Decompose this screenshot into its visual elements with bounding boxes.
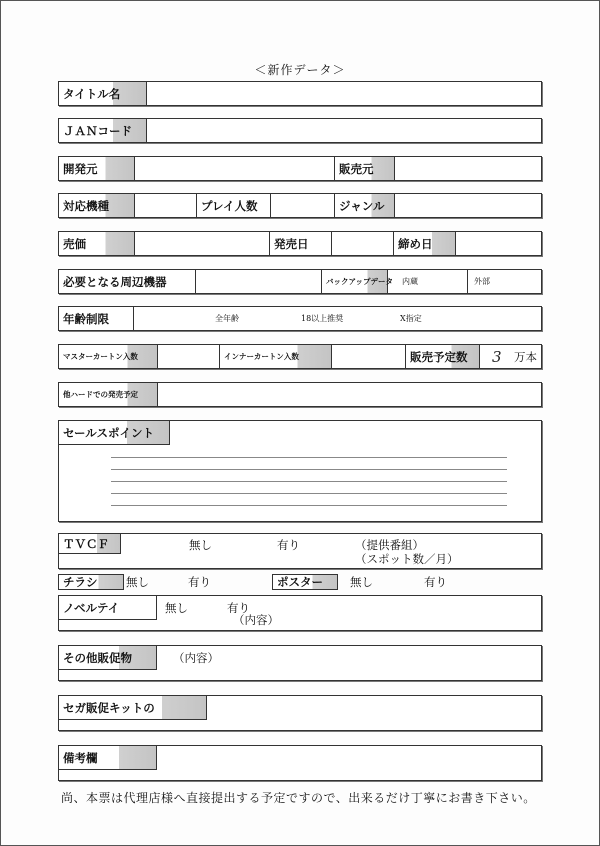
inner-carton-label: インナーカートン入数 bbox=[220, 345, 332, 368]
tvcf-yes-option[interactable]: 有り bbox=[277, 538, 300, 552]
platform-field[interactable] bbox=[135, 194, 197, 217]
price-row bbox=[58, 231, 542, 256]
planned-sales-unit: 万本 bbox=[514, 349, 537, 364]
form-title: ＜新作データ＞ bbox=[254, 63, 346, 77]
jan-code-label: ＪＡＮコード bbox=[59, 119, 147, 142]
flyer-label: チラシ bbox=[58, 574, 124, 590]
tvcf-none-option[interactable]: 無し bbox=[189, 538, 212, 552]
price-field[interactable] bbox=[135, 232, 270, 255]
players-field[interactable] bbox=[271, 194, 335, 217]
release-date-field[interactable] bbox=[332, 232, 394, 255]
tvcf-spots-label: （スポット数／月） bbox=[355, 552, 459, 566]
poster-yes-option[interactable]: 有り bbox=[424, 575, 447, 589]
carton-row bbox=[58, 344, 542, 369]
other-promo-row bbox=[58, 645, 542, 681]
platform-label: 対応機種 bbox=[59, 194, 135, 217]
age-all-option[interactable]: 全年齢 bbox=[215, 314, 239, 323]
players-label: プレイ人数 bbox=[197, 194, 271, 217]
age-x-option[interactable]: X指定 bbox=[400, 314, 422, 323]
sega-kit-label: セガ販促キットの bbox=[59, 696, 207, 720]
novelty-row bbox=[58, 595, 542, 631]
tvcf-label: ＴＶＣＦ bbox=[59, 534, 121, 554]
flyer-none-option[interactable]: 無し bbox=[126, 575, 149, 589]
master-carton-label: マスターカートン入数 bbox=[59, 345, 158, 368]
tvcf-program-label: （提供番組） bbox=[355, 538, 424, 552]
master-carton-field[interactable] bbox=[158, 345, 220, 368]
publisher-field[interactable] bbox=[395, 157, 541, 180]
sega-kit-row bbox=[58, 695, 542, 731]
jan-code-row bbox=[58, 118, 542, 143]
poster-none-option[interactable]: 無し bbox=[350, 575, 373, 589]
flyer-yes-option[interactable]: 有り bbox=[188, 575, 211, 589]
tvcf-row bbox=[58, 533, 542, 569]
peripherals-field[interactable] bbox=[196, 270, 322, 293]
remarks-label: 備考欄 bbox=[59, 746, 157, 770]
peripherals-label: 必要となる周辺機器 bbox=[59, 270, 196, 293]
inner-carton-field[interactable] bbox=[332, 345, 406, 368]
title-name-field[interactable] bbox=[147, 82, 541, 105]
title-name-row bbox=[58, 81, 542, 106]
other-hardware-label: 他ハードでの発売予定 bbox=[59, 383, 158, 406]
other-hardware-row bbox=[58, 382, 542, 407]
title-name-label: タイトル名 bbox=[59, 82, 147, 105]
sales-point-label: セールスポイント bbox=[59, 421, 170, 445]
age-18-option[interactable]: 18以上推奨 bbox=[301, 314, 344, 323]
deadline-label: 締め日 bbox=[394, 232, 456, 255]
planned-sales-value[interactable]: 3 bbox=[492, 347, 502, 366]
backup-internal-cell bbox=[388, 270, 468, 293]
other-hardware-field[interactable] bbox=[158, 383, 541, 406]
developer-publisher-row bbox=[58, 156, 542, 181]
jan-code-field[interactable] bbox=[147, 119, 541, 142]
age-rating-label: 年齢制限 bbox=[59, 307, 134, 330]
developer-field[interactable] bbox=[135, 157, 335, 180]
novelty-none-option[interactable]: 無し bbox=[165, 601, 188, 615]
developer-label: 開発元 bbox=[59, 157, 135, 180]
publisher-label: 販売元 bbox=[335, 157, 395, 180]
peripherals-row bbox=[58, 269, 542, 294]
genre-label: ジャンル bbox=[335, 194, 395, 217]
poster-label: ポスター bbox=[272, 574, 338, 590]
platform-row bbox=[58, 193, 542, 218]
sales-point-box bbox=[58, 420, 542, 522]
footer-note: 尚、本票は代理店様へ直接提出する予定ですので、出来るだけ丁寧にお書き下さい。 bbox=[61, 791, 536, 805]
deadline-field[interactable] bbox=[456, 232, 541, 255]
other-promo-content-label: （内容） bbox=[173, 651, 219, 665]
release-date-label: 発売日 bbox=[270, 232, 332, 255]
price-label: 売価 bbox=[59, 232, 135, 255]
novelty-yes-option[interactable]: 有り bbox=[227, 601, 250, 615]
planned-sales-label: 販売予定数 bbox=[406, 345, 480, 368]
novelty-label: ノベルテイ bbox=[59, 596, 157, 620]
flyer-poster-row bbox=[58, 574, 542, 590]
novelty-content-label: （内容） bbox=[233, 613, 279, 627]
other-promo-label: その他販促物 bbox=[59, 646, 157, 670]
genre-field[interactable] bbox=[395, 194, 541, 217]
backup-internal-option[interactable]: 内蔵 bbox=[402, 277, 418, 286]
age-rating-row bbox=[58, 306, 542, 331]
backup-external-option[interactable]: 外部 bbox=[474, 277, 490, 286]
backup-data-label: バックアップデータ bbox=[322, 270, 388, 293]
remarks-row bbox=[58, 745, 542, 781]
